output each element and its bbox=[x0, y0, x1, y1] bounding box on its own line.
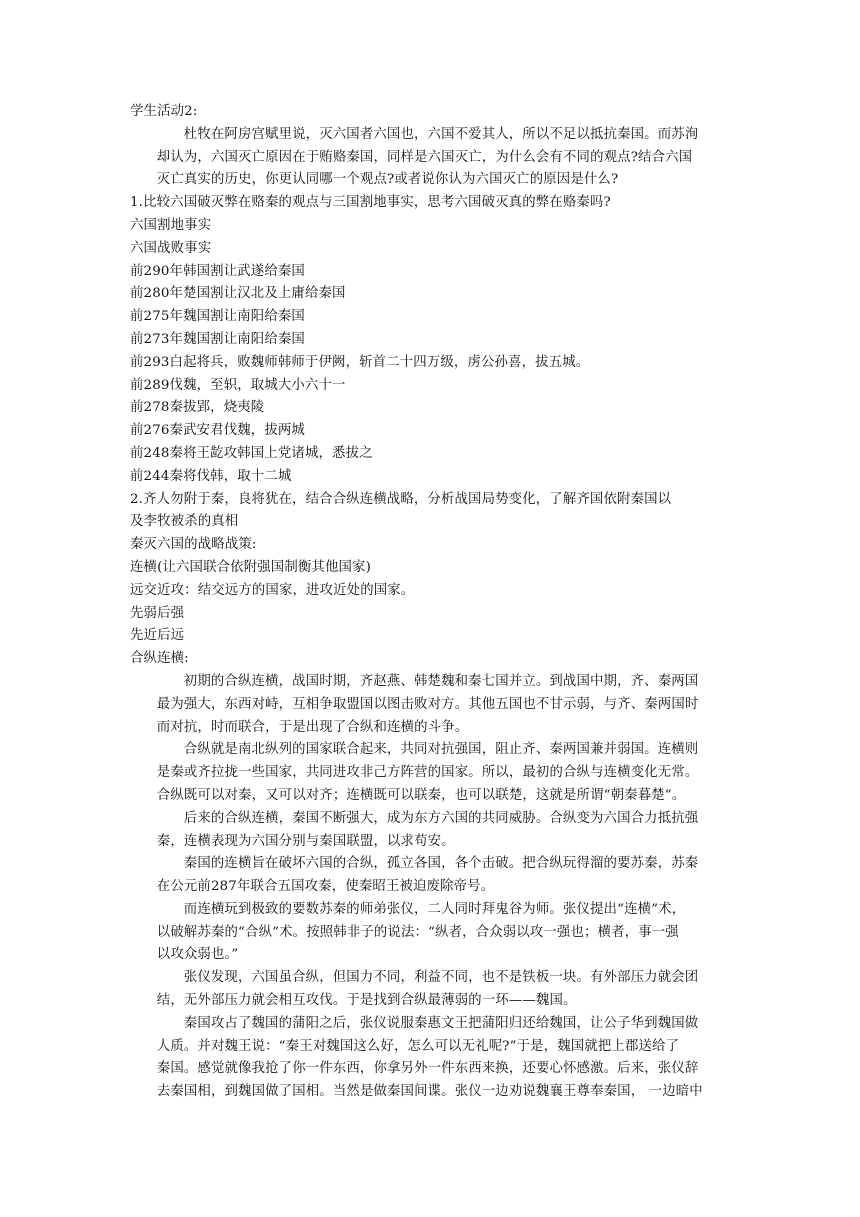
strategy-line: 远交近攻：结交远方的国家，进攻近处的国家。 bbox=[130, 582, 415, 598]
paragraph-line: 最为强大，东西对峙，互相争取盟国以图击败对方。其他五国也不甘示弱，与齐、秦两国时 bbox=[156, 696, 699, 712]
paragraph-line: 合纵既可以对秦，又可以对齐；连横既可以联秦，也可以联楚，这就是所谓“朝秦暮楚”。 bbox=[156, 787, 686, 803]
fact-line: 前280年楚国割让汉北及上庸给秦国 bbox=[130, 286, 346, 302]
fact-line: 前273年魏国割让南阳给秦国 bbox=[130, 331, 305, 347]
intro-line: 却认为，六国灭亡原因在于贿赂秦国，同样是六国灭亡，为什么会有不同的观点?结合六国 bbox=[156, 149, 693, 165]
strategy-line: 先弱后强 bbox=[130, 605, 185, 621]
fact-line: 六国割地事实 bbox=[130, 217, 212, 233]
paragraph-line: 秦国。感觉就像我抢了你一件东西，你拿另外一件东西来换，还要心怀感激。后来，张仪辞 bbox=[156, 1061, 699, 1077]
paragraph-line: 而连横玩到极致的要数苏秦的师弟张仪，二人同时拜鬼谷为师。张仪提出“连横”术， bbox=[183, 901, 686, 917]
question-2-line: 及李牧被杀的真相 bbox=[130, 514, 239, 530]
question-1: 1.比较六国破灭弊在赂秦的观点与三国割地事实，思考六国破灭真的弊在赂秦吗? bbox=[130, 195, 611, 211]
body-paragraph bbox=[130, 1013, 736, 1104]
paragraph-line: 初期的合纵连横，战国时期，齐赵燕、韩楚魏和秦七国并立。到战国中期，齐、秦两国 bbox=[183, 673, 699, 689]
fact-line: 前290年韩国割让武遂给秦国 bbox=[130, 263, 305, 279]
paragraph-line: 以攻众弱也。” bbox=[156, 947, 239, 963]
paragraph-line: 去秦国相，到魏国做了国相。当然是做秦国间谍。张仪一边劝说魏襄王尊奉秦国， 一边暗中 bbox=[156, 1084, 703, 1100]
fact-line: 前293白起将兵，败魏师韩师于伊阙，斩首二十四万级，虏公孙喜，拔五城。 bbox=[130, 354, 590, 370]
paragraph-line: 结，无外部压力就会相互攻伐。于是找到合纵最薄弱的一环——魏国。 bbox=[156, 993, 577, 1009]
strategy-line: 秦灭六国的战略战策: bbox=[130, 537, 257, 553]
body-paragraph bbox=[130, 671, 736, 739]
fact-line: 前248秦将王龁攻韩国上党诸城，悉拔之 bbox=[130, 445, 373, 461]
paragraph-line: 秦国攻占了魏国的蒲阳之后，张仪说服秦惠文王把蒲阳归还给魏国，让公子华到魏国做 bbox=[183, 1015, 699, 1031]
strategy-line: 合纵连横: bbox=[130, 651, 189, 667]
paragraph-line: 以破解苏秦的“合纵”术。按照韩非子的说法：“纵者，合众弱以攻一强也；横者，事一强 bbox=[156, 924, 679, 940]
paragraph-line: 人质。并对魏王说：“秦王对魏国这么好，怎么可以无礼呢?”于是，魏国就把上郡送给了 bbox=[156, 1038, 680, 1054]
paragraph-line: 秦，连横表现为六国分别与秦国联盟，以求苟安。 bbox=[156, 833, 455, 849]
intro-line: 灭亡真实的历史，你更认同哪一个观点?或者说你认为六国灭亡的原因是什么? bbox=[156, 172, 619, 188]
fact-line: 六国战败事实 bbox=[130, 240, 212, 256]
strategy-line: 连横(让六国联合依附强国制衡其他国家) bbox=[130, 559, 371, 575]
body-paragraph bbox=[130, 808, 736, 854]
fact-line: 前276秦武安君伐魏，拔两城 bbox=[130, 423, 305, 439]
body-paragraph bbox=[130, 739, 736, 807]
paragraph-line: 张仪发现，六国虽合纵，但国力不同，利益不同，也不是铁板一块。有外部压力就会团 bbox=[183, 970, 699, 986]
question-2-line: 2.齐人勿附于秦，良将犹在，结合合纵连横战略，分析战国局势变化，了解齐国依附秦国以 bbox=[130, 491, 672, 507]
fact-line: 前244秦将伐韩，取十二城 bbox=[130, 468, 292, 484]
body-paragraph bbox=[130, 967, 736, 1013]
paragraph-line: 是秦或齐拉拢一些国家，共同进攻非己方阵营的国家。所以，最初的合纵与连横变化无常。 bbox=[156, 765, 699, 781]
body-paragraph bbox=[130, 899, 736, 967]
document-page bbox=[130, 101, 736, 1104]
paragraph-line: 合纵就是南北纵列的国家联合起来，共同对抗强国，阻止齐、秦两国兼并弱国。连横则 bbox=[183, 742, 699, 758]
activity-heading: 学生活动2: bbox=[130, 104, 198, 119]
strategy-line: 先近后远 bbox=[130, 628, 185, 644]
body-paragraph bbox=[130, 853, 736, 899]
paragraph-line: 后来的合纵连横，秦国不断强大，成为东方六国的共同威胁。合纵变为六国合力抵抗强 bbox=[183, 810, 699, 826]
paragraph-line: 在公元前287年联合五国攻秦，使秦昭王被迫废除帝号。 bbox=[156, 879, 495, 895]
intro-line: 杜牧在阿房宫赋里说，灭六国者六国也，六国不爱其人，所以不足以抵抗秦国。而苏洵 bbox=[183, 126, 699, 142]
paragraph-line: 而对抗，时而联合，于是出现了合纵和连横的斗争。 bbox=[156, 719, 469, 735]
fact-line: 前289伐魏，至轵，取城大小六十一 bbox=[130, 377, 346, 393]
fact-line: 前278秦拔郢，烧夷陵 bbox=[130, 400, 265, 416]
fact-line: 前275年魏国割让南阳给秦国 bbox=[130, 309, 305, 325]
paragraph-line: 秦国的连横旨在破坏六国的合纵，孤立各国，各个击破。把合纵玩得溜的要苏秦，苏秦 bbox=[183, 856, 699, 872]
intro-paragraph bbox=[130, 124, 736, 192]
